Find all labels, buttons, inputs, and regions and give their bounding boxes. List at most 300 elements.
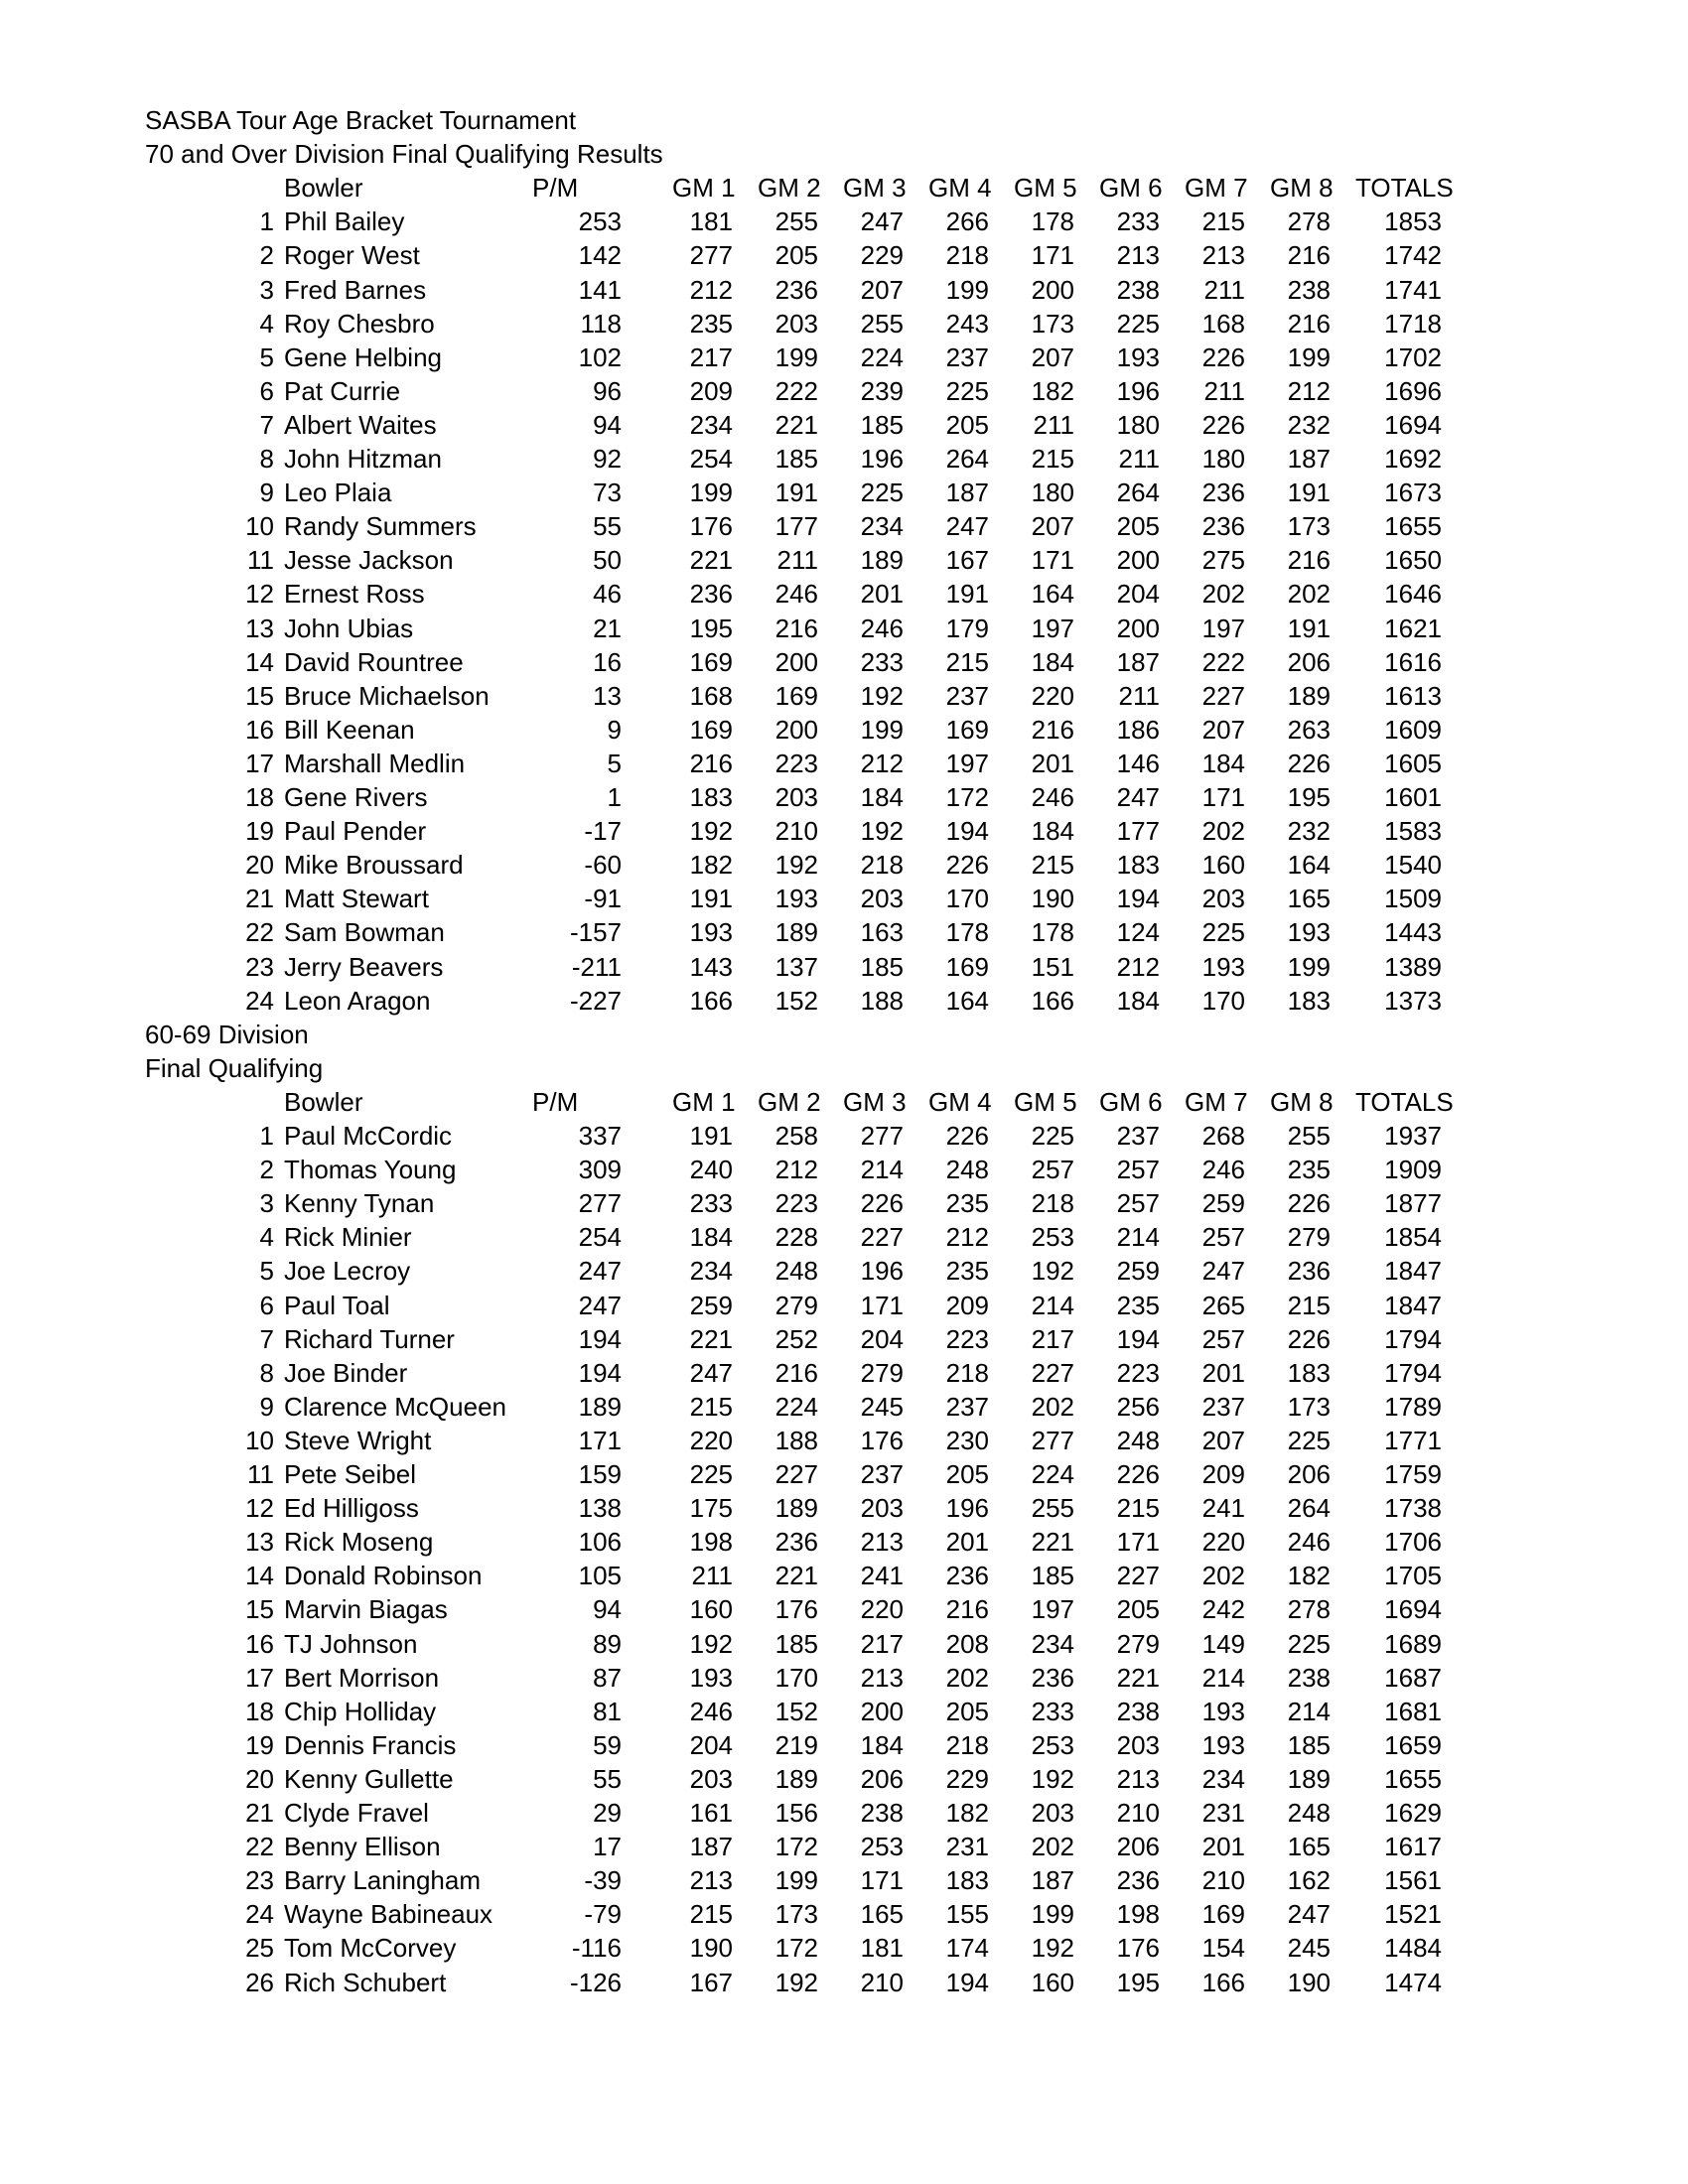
game-8-cell: 173 [1287,511,1331,542]
game-4-cell: 179 [945,613,989,643]
game-1-cell: 259 [689,1290,733,1320]
game-8-cell: 164 [1287,850,1331,881]
game-6-cell: 259 [1116,1256,1160,1287]
document-title: SASBA Tour Age Bracket Tournament [145,105,577,135]
rank-cell: 5 [259,1256,274,1287]
rank-cell: 21 [245,884,274,914]
game-5-cell: 207 [1031,511,1074,542]
game-4-cell: 266 [945,206,989,237]
pm-cell: 194 [578,1357,622,1388]
game-7-cell: 259 [1201,1188,1245,1219]
pm-cell: 92 [593,444,622,474]
game-3-cell: 246 [860,613,904,643]
game-6-cell: 257 [1116,1188,1160,1219]
game-1-cell: 247 [689,1357,733,1388]
game-2-cell: 221 [774,1561,818,1591]
game-5-cell: 253 [1031,1222,1074,1253]
game-4-cell: 226 [945,1121,989,1151]
header-totals: TOTALS [1355,173,1454,204]
table-row [0,408,1688,442]
game-3-cell: 227 [860,1222,904,1253]
game-4-cell: 230 [945,1425,989,1455]
pm-cell: 194 [578,1323,622,1354]
game-4-cell: 223 [945,1323,989,1354]
rank-cell: 26 [245,1967,274,1997]
total-cell: 1650 [1384,545,1442,576]
game-8-cell: 185 [1287,1729,1331,1760]
rank-cell: 2 [259,1155,274,1185]
rank-cell: 20 [245,850,274,881]
total-cell: 1706 [1384,1527,1442,1558]
total-cell: 1484 [1384,1933,1442,1964]
game-8-cell: 215 [1287,1290,1331,1320]
game-2-cell: 255 [774,206,818,237]
game-1-cell: 236 [689,579,733,610]
game-6-cell: 206 [1116,1832,1160,1862]
game-6-cell: 279 [1116,1628,1160,1659]
game-6-cell: 247 [1116,782,1160,812]
header-game-1: GM 1 [672,173,736,204]
game-6-cell: 211 [1118,444,1160,474]
bowler-name-cell: Bert Morrison [284,1662,440,1693]
game-5-cell: 190 [1031,884,1074,914]
header-game-7: GM 7 [1185,1086,1248,1117]
game-6-cell: 204 [1116,579,1160,610]
game-5-cell: 164 [1031,579,1074,610]
game-8-cell: 232 [1287,409,1331,440]
game-3-cell: 217 [860,1628,904,1659]
total-cell: 1687 [1384,1662,1442,1693]
rank-cell: 5 [259,341,274,372]
game-4-cell: 229 [945,1763,989,1794]
table-row [0,476,1688,509]
pm-cell: 55 [593,1763,622,1794]
total-cell: 1540 [1384,850,1442,881]
game-7-cell: 166 [1201,1967,1245,1997]
rank-cell: 9 [259,478,274,508]
game-2-cell: 252 [774,1323,818,1354]
game-2-cell: 189 [774,917,818,948]
total-cell: 1694 [1384,1594,1442,1625]
rank-cell: 7 [259,409,274,440]
header-game-4: GM 4 [928,173,992,204]
table-row [0,509,1688,543]
rank-cell: 10 [245,511,274,542]
header-game-5: GM 5 [1014,1086,1077,1117]
game-1-cell: 235 [689,308,733,339]
game-1-cell: 199 [689,478,733,508]
game-2-cell: 216 [774,613,818,643]
game-3-cell: 210 [860,1967,904,1997]
header-game-2: GM 2 [758,173,821,204]
pm-cell: 171 [578,1425,622,1455]
game-3-cell: 185 [860,409,904,440]
game-7-cell: 203 [1201,884,1245,914]
game-6-cell: 227 [1116,1561,1160,1591]
game-4-cell: 215 [945,646,989,677]
rank-cell: 1 [259,206,274,237]
table-row [0,1661,1688,1695]
rank-cell: 8 [259,444,274,474]
total-cell: 1474 [1384,1967,1442,1997]
bowler-name-cell: Kenny Tynan [284,1188,435,1219]
table-row [0,848,1688,882]
game-3-cell: 226 [860,1188,904,1219]
game-4-cell: 205 [945,409,989,440]
game-3-cell: 220 [860,1594,904,1625]
game-6-cell: 212 [1116,951,1160,982]
game-6-cell: 225 [1116,308,1160,339]
game-8-cell: 199 [1287,951,1331,982]
rank-cell: 7 [259,1323,274,1354]
game-5-cell: 216 [1031,714,1074,745]
bowler-name-cell: Mike Broussard [284,850,464,881]
game-3-cell: 239 [860,375,904,406]
game-7-cell: 257 [1201,1222,1245,1253]
game-1-cell: 234 [689,409,733,440]
game-4-cell: 182 [945,1798,989,1828]
game-3-cell: 181 [860,1933,904,1964]
bowler-name-cell: TJ Johnson [284,1628,418,1659]
total-cell: 1771 [1384,1425,1442,1455]
game-1-cell: 254 [689,444,733,474]
game-8-cell: 255 [1287,1121,1331,1151]
game-4-cell: 194 [945,1967,989,1997]
header-pm: P/M [532,173,579,204]
game-8-cell: 238 [1287,1662,1331,1693]
game-3-cell: 163 [860,917,904,948]
rank-cell: 21 [245,1798,274,1828]
game-8-cell: 216 [1287,308,1331,339]
game-8-cell: 247 [1287,1899,1331,1930]
rank-cell: 19 [245,816,274,847]
pm-cell: 21 [593,613,622,643]
game-2-cell: 189 [774,1763,818,1794]
table-row [0,950,1688,984]
pm-cell: -17 [584,816,622,847]
game-4-cell: 235 [945,1256,989,1287]
game-7-cell: 171 [1201,782,1245,812]
table-row [0,915,1688,949]
game-8-cell: 264 [1287,1493,1331,1524]
game-2-cell: 137 [774,951,818,982]
pm-cell: 50 [593,545,622,576]
bowler-name-cell: Pete Seibel [284,1459,416,1489]
game-7-cell: 214 [1201,1662,1245,1693]
game-3-cell: 184 [860,1729,904,1760]
pm-cell: 94 [593,1594,622,1625]
game-8-cell: 206 [1287,1459,1331,1489]
game-8-cell: 189 [1287,680,1331,711]
game-1-cell: 182 [689,850,733,881]
game-3-cell: 237 [860,1459,904,1489]
game-5-cell: 203 [1031,1798,1074,1828]
table-row [0,1119,1688,1153]
bowler-name-cell: John Hitzman [284,444,442,474]
game-6-cell: 194 [1116,884,1160,914]
game-3-cell: 213 [860,1527,904,1558]
total-cell: 1605 [1384,748,1442,778]
total-cell: 1694 [1384,409,1442,440]
table-row [0,374,1688,408]
game-4-cell: 212 [945,1222,989,1253]
table-row [0,984,1688,1018]
game-1-cell: 225 [689,1459,733,1489]
game-6-cell: 226 [1116,1459,1160,1489]
game-7-cell: 211 [1203,375,1245,406]
game-7-cell: 193 [1201,1729,1245,1760]
game-5-cell: 200 [1031,274,1074,305]
total-cell: 1854 [1384,1222,1442,1253]
game-5-cell: 185 [1031,1561,1074,1591]
game-5-cell: 192 [1031,1256,1074,1287]
game-5-cell: 215 [1031,850,1074,881]
column-header-row [0,171,1688,205]
bowler-name-cell: Rick Moseng [284,1527,434,1558]
game-7-cell: 184 [1201,748,1245,778]
game-4-cell: 167 [945,545,989,576]
game-1-cell: 204 [689,1729,733,1760]
header-game-6: GM 6 [1099,173,1163,204]
game-5-cell: 220 [1031,680,1074,711]
game-4-cell: 183 [945,1865,989,1896]
pm-cell: 118 [580,308,622,339]
header-game-8: GM 8 [1270,1086,1334,1117]
total-cell: 1877 [1384,1188,1442,1219]
rank-cell: 16 [245,1628,274,1659]
bowler-name-cell: Thomas Young [284,1155,457,1185]
pm-cell: 13 [593,680,622,711]
rank-cell: 4 [259,1222,274,1253]
game-2-cell: 203 [774,308,818,339]
game-5-cell: 180 [1031,478,1074,508]
game-7-cell: 160 [1201,850,1245,881]
total-cell: 1601 [1384,782,1442,812]
pm-cell: -91 [584,884,622,914]
game-7-cell: 193 [1201,951,1245,982]
rank-cell: 2 [259,240,274,271]
table-row [0,679,1688,713]
game-3-cell: 241 [860,1561,904,1591]
game-1-cell: 191 [689,884,733,914]
pm-cell: 55 [593,511,622,542]
game-2-cell: 227 [774,1459,818,1489]
total-cell: 1613 [1384,680,1442,711]
table-row [0,1322,1688,1356]
table-row [0,1627,1688,1661]
game-8-cell: 202 [1287,579,1331,610]
game-3-cell: 255 [860,308,904,339]
header-totals: TOTALS [1355,1086,1454,1117]
game-6-cell: 213 [1116,1763,1160,1794]
game-8-cell: 278 [1287,1594,1331,1625]
game-1-cell: 169 [689,714,733,745]
game-1-cell: 168 [689,680,733,711]
game-7-cell: 169 [1201,1899,1245,1930]
game-2-cell: 216 [774,1357,818,1388]
pm-cell: -211 [571,951,622,982]
game-8-cell: 212 [1287,375,1331,406]
rank-cell: 4 [259,308,274,339]
game-4-cell: 237 [945,1391,989,1422]
game-4-cell: 231 [945,1832,989,1862]
game-5-cell: 224 [1031,1459,1074,1489]
total-cell: 1681 [1384,1696,1442,1726]
game-6-cell: 257 [1116,1155,1160,1185]
game-1-cell: 233 [689,1188,733,1219]
total-cell: 1609 [1384,714,1442,745]
game-7-cell: 236 [1201,478,1245,508]
pm-cell: 89 [593,1628,622,1659]
game-4-cell: 199 [945,274,989,305]
game-3-cell: 253 [860,1832,904,1862]
game-4-cell: 235 [945,1188,989,1219]
game-2-cell: 188 [774,1425,818,1455]
game-7-cell: 207 [1201,714,1245,745]
game-2-cell: 219 [774,1729,818,1760]
game-6-cell: 194 [1116,1323,1160,1354]
total-cell: 1659 [1384,1729,1442,1760]
game-3-cell: 188 [860,985,904,1016]
game-1-cell: 234 [689,1256,733,1287]
game-2-cell: 172 [774,1933,818,1964]
game-4-cell: 205 [945,1696,989,1726]
game-3-cell: 192 [860,816,904,847]
total-cell: 1909 [1384,1155,1442,1185]
game-4-cell: 191 [945,579,989,610]
game-7-cell: 202 [1201,816,1245,847]
game-2-cell: 221 [774,409,818,440]
bowler-name-cell: Jesse Jackson [284,545,454,576]
game-3-cell: 185 [860,951,904,982]
bowler-name-cell: Marvin Biagas [284,1594,448,1625]
game-8-cell: 246 [1287,1527,1331,1558]
bowler-name-cell: Chip Holliday [284,1696,437,1726]
bowler-name-cell: Tom McCorvey [284,1933,457,1964]
game-3-cell: 225 [860,478,904,508]
game-5-cell: 184 [1031,646,1074,677]
game-8-cell: 173 [1287,1391,1331,1422]
game-2-cell: 177 [774,511,818,542]
game-7-cell: 201 [1201,1357,1245,1388]
game-2-cell: 156 [774,1798,818,1828]
game-7-cell: 226 [1201,341,1245,372]
game-1-cell: 169 [689,646,733,677]
total-cell: 1616 [1384,646,1442,677]
game-4-cell: 187 [945,478,989,508]
table-row [0,1424,1688,1457]
header-pm: P/M [532,1086,579,1117]
game-4-cell: 237 [945,680,989,711]
game-5-cell: 171 [1031,545,1074,576]
rank-cell: 19 [245,1729,274,1760]
total-cell: 1794 [1384,1357,1442,1388]
game-5-cell: 178 [1031,206,1074,237]
game-2-cell: 228 [774,1222,818,1253]
game-4-cell: 209 [945,1290,989,1320]
game-5-cell: 202 [1031,1832,1074,1862]
rank-cell: 14 [245,646,274,677]
table-row [0,442,1688,476]
game-4-cell: 170 [945,884,989,914]
game-8-cell: 195 [1287,782,1331,812]
rank-cell: 12 [245,1493,274,1524]
game-8-cell: 191 [1287,613,1331,643]
rank-cell: 17 [245,748,274,778]
table-row [0,543,1688,577]
game-6-cell: 146 [1116,748,1160,778]
bowler-name-cell: Gene Helbing [284,341,442,372]
game-7-cell: 154 [1201,1933,1245,1964]
pm-cell: 105 [578,1561,622,1591]
game-3-cell: 213 [860,1662,904,1693]
bowler-name-cell: Gene Rivers [284,782,428,812]
column-header-row [0,1085,1688,1119]
game-2-cell: 210 [774,816,818,847]
header-bowler: Bowler [284,173,363,204]
game-5-cell: 277 [1031,1425,1074,1455]
bowler-name-cell: Joe Binder [284,1357,408,1388]
game-2-cell: 189 [774,1493,818,1524]
table-row [0,1153,1688,1186]
game-2-cell: 172 [774,1832,818,1862]
bowler-name-cell: Roy Chesbro [284,308,435,339]
pm-cell: -39 [584,1865,622,1896]
table-row [0,1897,1688,1931]
table-row [0,577,1688,611]
game-6-cell: 176 [1116,1933,1160,1964]
game-4-cell: 225 [945,375,989,406]
game-6-cell: 237 [1116,1121,1160,1151]
bowler-name-cell: Pat Currie [284,375,401,406]
game-8-cell: 182 [1287,1561,1331,1591]
game-5-cell: 201 [1031,748,1074,778]
game-8-cell: 226 [1287,748,1331,778]
table-row [0,1390,1688,1424]
game-6-cell: 221 [1116,1662,1160,1693]
game-3-cell: 206 [860,1763,904,1794]
game-2-cell: 152 [774,1696,818,1726]
header-game-3: GM 3 [843,173,907,204]
bowler-name-cell: Jerry Beavers [284,951,444,982]
rank-cell: 25 [245,1933,274,1964]
header-game-3: GM 3 [843,1086,907,1117]
game-5-cell: 246 [1031,782,1074,812]
rank-cell: 11 [247,545,274,576]
rank-cell: 22 [245,917,274,948]
total-cell: 1583 [1384,816,1442,847]
table-row [0,1931,1688,1965]
rank-cell: 18 [245,1696,274,1726]
game-1-cell: 181 [689,206,733,237]
bowler-name-cell: Dennis Francis [284,1729,457,1760]
game-1-cell: 192 [689,816,733,847]
rank-cell: 1 [259,1121,274,1151]
rank-cell: 24 [245,985,274,1016]
total-cell: 1794 [1384,1323,1442,1354]
pm-cell: 16 [593,646,622,677]
game-7-cell: 234 [1201,1763,1245,1794]
game-7-cell: 227 [1201,680,1245,711]
game-7-cell: 149 [1201,1628,1245,1659]
total-cell: 1389 [1384,951,1442,982]
pm-cell: 87 [593,1662,622,1693]
table-row [0,1525,1688,1559]
game-3-cell: 203 [860,884,904,914]
game-3-cell: 279 [860,1357,904,1388]
game-7-cell: 170 [1201,985,1245,1016]
game-2-cell: 224 [774,1391,818,1422]
